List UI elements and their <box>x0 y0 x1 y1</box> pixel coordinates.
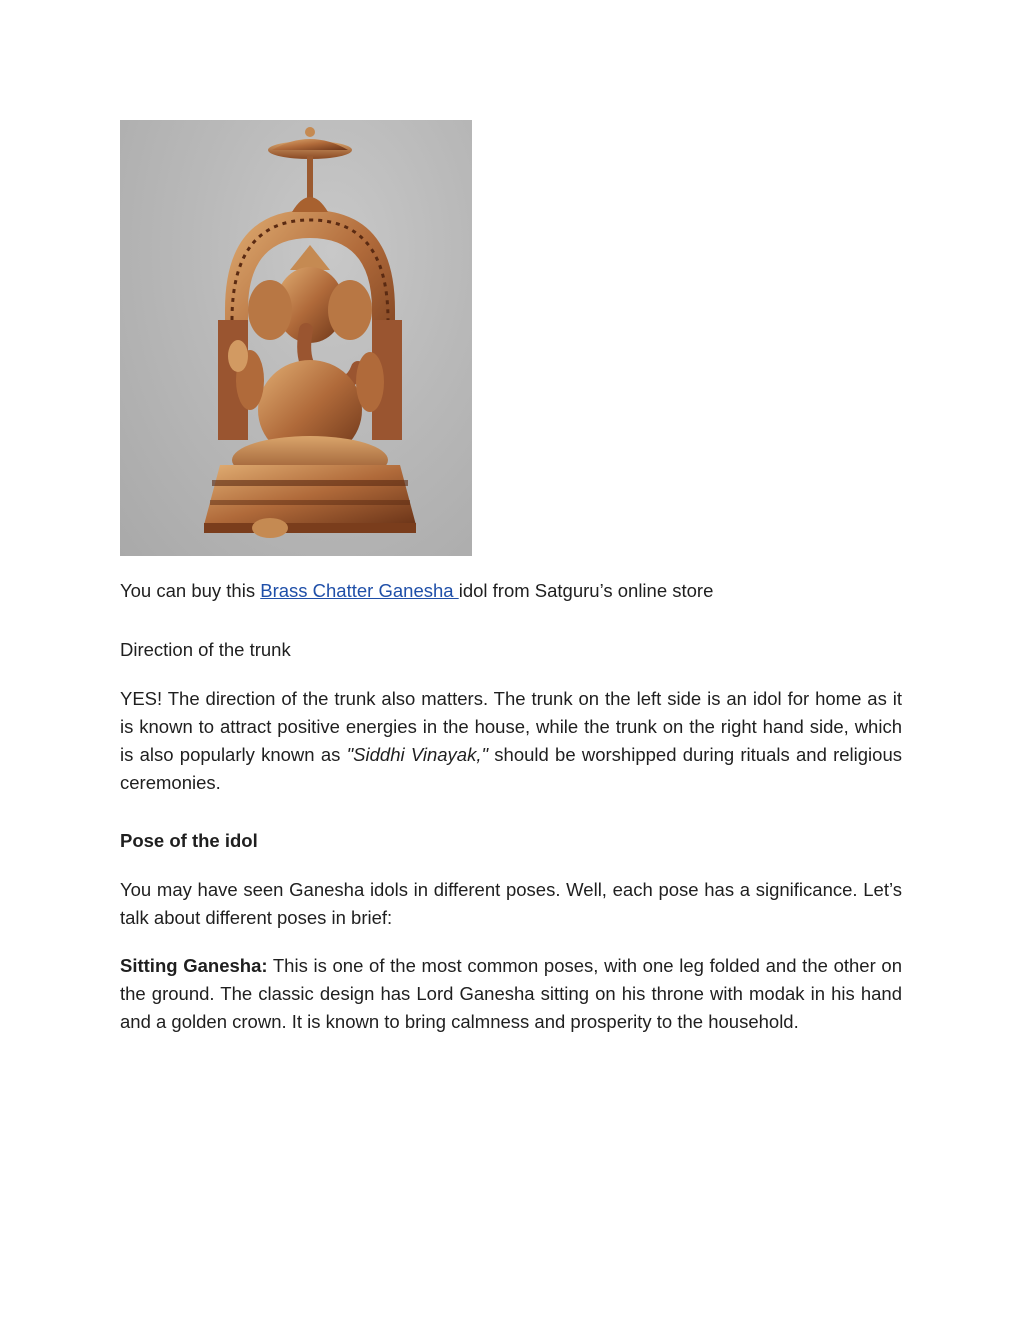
pose-heading: Pose of the idol <box>120 830 258 851</box>
trunk-paragraph-text-2: should be worshipped during rituals and religious ceremonies. <box>120 744 902 793</box>
sitting-ganesha-label: Sitting Ganesha: <box>120 955 268 976</box>
caption-suffix: idol from Satguru’s online store <box>458 580 714 601</box>
pose-paragraph: You may have seen Ganesha idols in different poses. Well, each pose has a significance. Let’s talk about different poses in brief: <box>120 879 902 928</box>
trunk-paragraph-text-1: YES! The direction of the trunk also matters. The trunk on the left side is an idol for home as it is known to attract positive energies in the house, while the trunk on the right hand side, which is also popularly known as <box>120 688 902 765</box>
direction-heading: Direction of the trunk <box>120 639 291 660</box>
ganesha-idol-image <box>120 120 472 556</box>
siddhi-vinayak-italic: "Siddhi Vinayak," <box>346 744 489 765</box>
trunk-paragraph <box>120 685 902 797</box>
image-caption <box>120 577 902 605</box>
caption-prefix: You can buy this <box>120 580 261 601</box>
brass-ganesha-idol-illustration <box>120 120 472 556</box>
sitting-ganesha-text: This is one of the most common poses, with one leg folded and the other on the ground. The classic design has Lord Ganesha sitting on his throne with modak in his hand and a golden crown. It is known to bring calmness and prosperity to the household. <box>120 955 902 1032</box>
sitting-ganesha-paragraph <box>120 952 902 1036</box>
brass-chatter-ganesha-link[interactable]: Brass Chatter Ganesha <box>260 580 459 601</box>
